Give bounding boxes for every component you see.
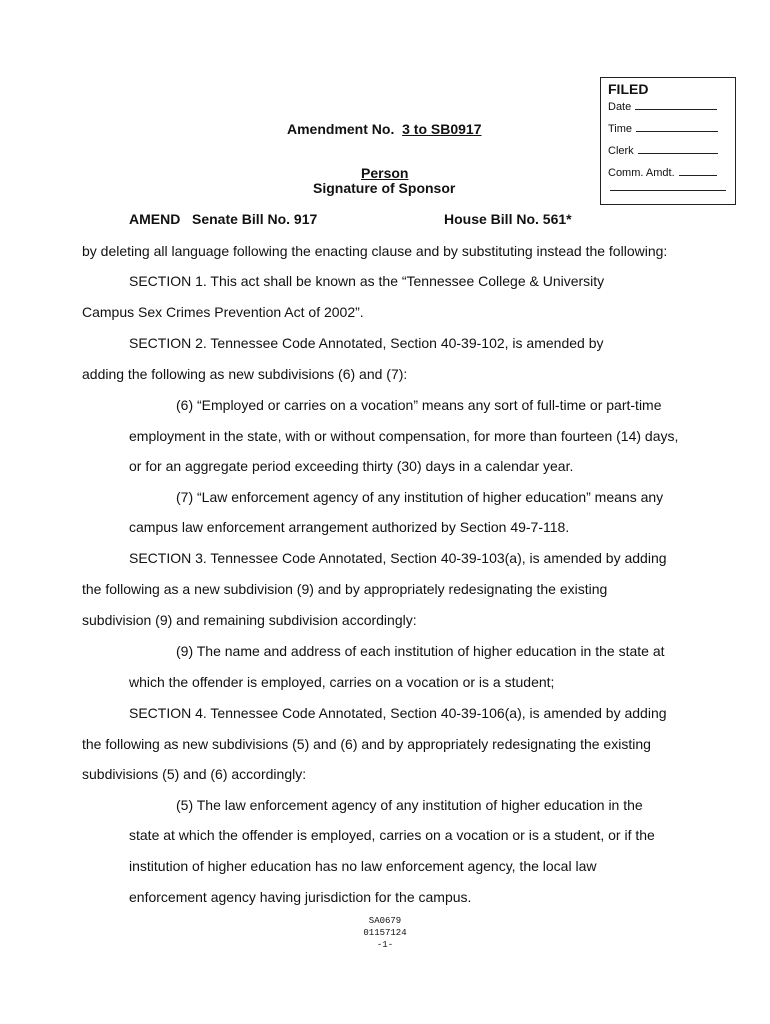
body-line: Campus Sex Crimes Prevention Act of 2002”. bbox=[82, 304, 364, 320]
body-line: which the offender is employed, carries on a vocation or is a student; bbox=[129, 674, 555, 690]
amend-house-bill: House Bill No. 561* bbox=[444, 211, 572, 227]
amend-senate-bill: AMEND Senate Bill No. 917 bbox=[129, 211, 318, 227]
body-line: subdivisions (5) and (6) accordingly: bbox=[82, 766, 307, 782]
body-line: subdivision (9) and remaining subdivision accordingly: bbox=[82, 612, 417, 628]
body-line: campus law enforcement arrangement authorized by Section 49-7-118. bbox=[129, 519, 570, 535]
body-line: employment in the state, with or without compensation, for more than fourteen (14) days, bbox=[129, 428, 679, 444]
filed-comm-label: Comm. Amdt. bbox=[608, 167, 675, 179]
filed-box bbox=[600, 77, 736, 205]
filed-date-row bbox=[608, 99, 717, 113]
body-line: the following as a new subdivision (9) and by appropriately redesignating the existing bbox=[82, 581, 608, 597]
filed-extra-blank bbox=[610, 190, 726, 191]
body-line: (6) “Employed or carries on a vocation” means any sort of full-time or part-time bbox=[176, 397, 662, 413]
body-line: (9) The name and address of each institution of higher education in the state at bbox=[176, 643, 665, 659]
sponsor-caption: Signature of Sponsor bbox=[313, 180, 456, 196]
body-line: institution of higher education has no law enforcement agency, the local law bbox=[129, 858, 597, 874]
filed-date-label: Date bbox=[608, 101, 632, 113]
filed-time-blank bbox=[636, 121, 718, 132]
filed-time-row bbox=[608, 121, 718, 135]
body-line: or for an aggregate period exceeding thirty (30) days in a calendar year. bbox=[129, 458, 574, 474]
amendment-title bbox=[287, 121, 482, 137]
filed-clerk-row bbox=[608, 143, 718, 157]
filed-comm-blank bbox=[679, 165, 717, 176]
body-line: SECTION 4. Tennessee Code Annotated, Section 40-39-106(a), is amended by adding bbox=[129, 705, 667, 721]
filed-time-label: Time bbox=[608, 123, 633, 135]
body-line: (7) “Law enforcement agency of any institution of higher education” means any bbox=[176, 489, 664, 505]
amendment-number: 3 to SB0917 bbox=[402, 121, 482, 137]
filed-clerk-label: Clerk bbox=[608, 145, 634, 157]
body-line: SECTION 2. Tennessee Code Annotated, Section 40-39-102, is amended by bbox=[129, 335, 604, 351]
body-line: the following as new subdivisions (5) and (6) and by appropriately redesignating the existing bbox=[82, 736, 651, 752]
amendment-prefix: Amendment No. bbox=[287, 121, 395, 137]
body-line: adding the following as new subdivisions (6) and (7): bbox=[82, 366, 408, 382]
filed-date-blank bbox=[635, 99, 717, 110]
filed-clerk-blank bbox=[638, 143, 718, 154]
footer-number: 01157124 bbox=[363, 928, 407, 938]
body-line: SECTION 1. This act shall be known as the “Tennessee College & University bbox=[129, 273, 605, 289]
body-line: SECTION 3. Tennessee Code Annotated, Section 40-39-103(a), is amended by adding bbox=[129, 550, 667, 566]
filed-comm-row bbox=[608, 165, 717, 179]
body-line: enforcement agency having jurisdiction for the campus. bbox=[129, 889, 472, 905]
page-number: -1- bbox=[376, 940, 394, 950]
sponsor-name: Person bbox=[361, 165, 409, 181]
footer-code: SA0679 bbox=[368, 916, 402, 926]
body-line: (5) The law enforcement agency of any institution of higher education in the bbox=[176, 797, 643, 813]
body-line: by deleting all language following the enacting clause and by substituting instead the following: bbox=[82, 243, 668, 259]
filed-title: FILED bbox=[608, 81, 649, 97]
body-line: state at which the offender is employed, carries on a vocation or is a student, or if the bbox=[129, 827, 655, 843]
